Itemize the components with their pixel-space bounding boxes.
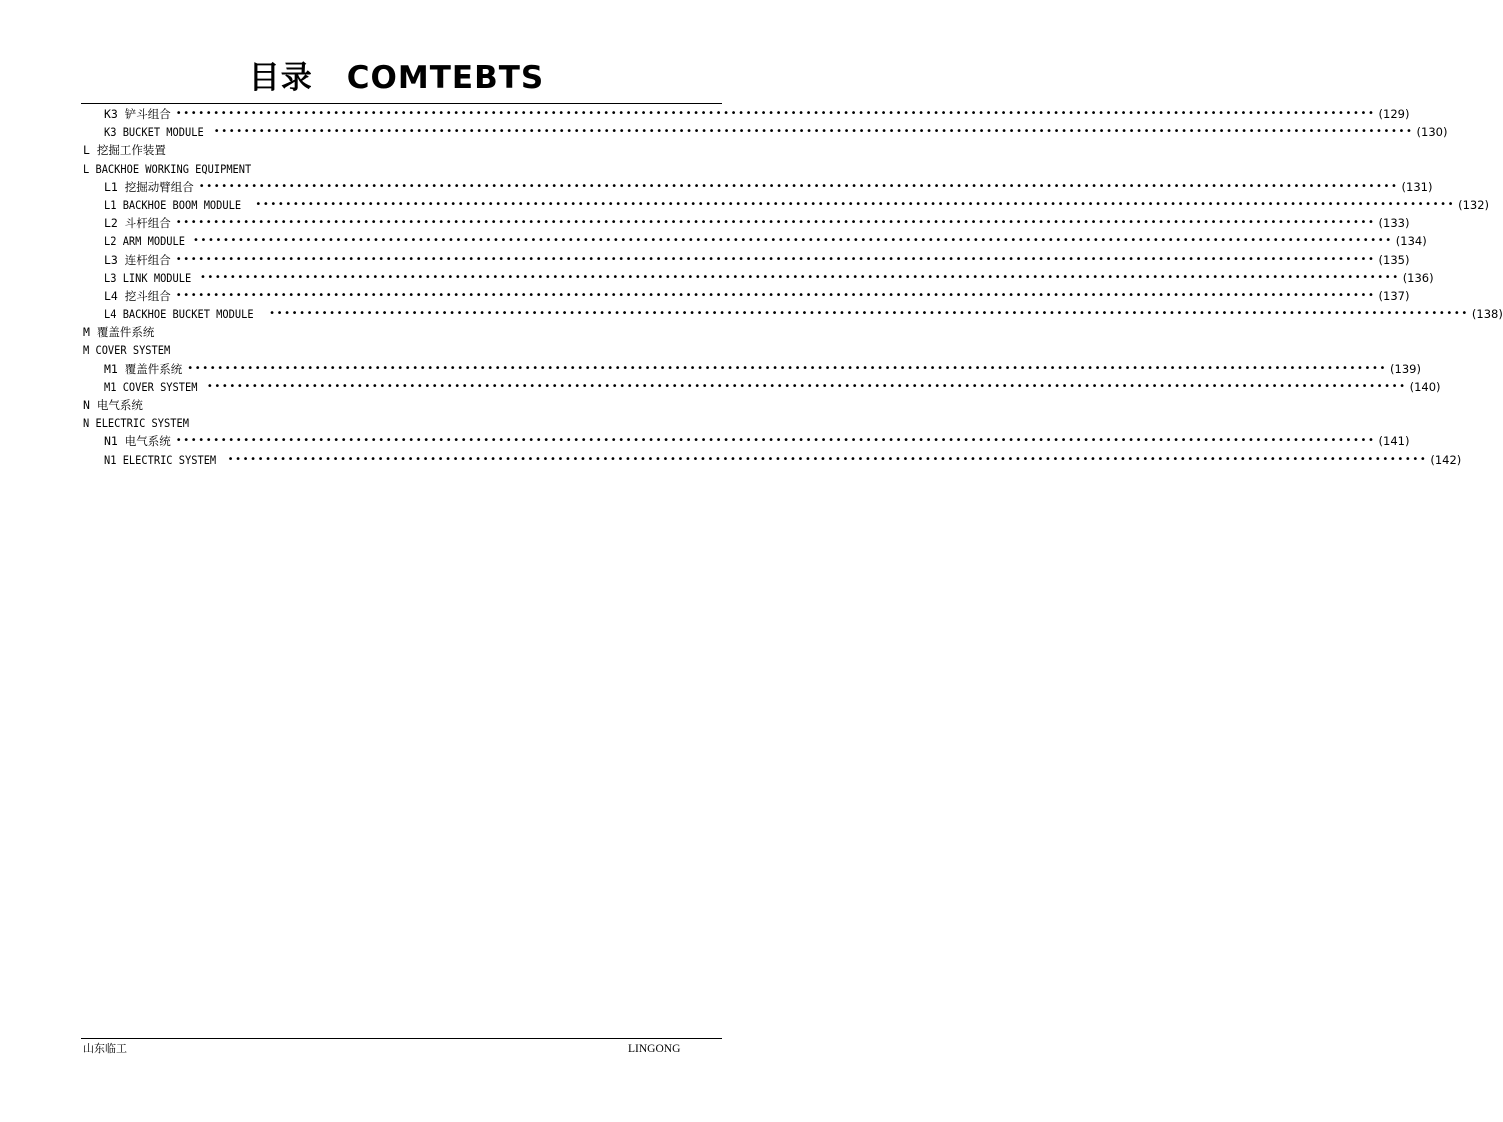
- toc-entry-title: M1 COVER SYSTEM: [104, 379, 198, 394]
- dot-leader: ••••••••••••••••••••••••••••••••••••••••••••••••••••••••••••••••••••••••••••••••••••••••••••••••••••••••••••••••••••••••••••••••••••••••••••••••••••••••••••••••: [198, 180, 1399, 192]
- page-title-chinese: 目录: [248, 60, 313, 96]
- toc-page-number: (137): [1378, 288, 1410, 303]
- toc-entry[interactable]: [81, 378, 1441, 396]
- toc-entry[interactable]: [81, 232, 1427, 250]
- toc-entry-title: L4 BACKHOE BUCKET MODULE: [104, 307, 254, 322]
- footer-company-name: 山东临工: [83, 1042, 127, 1055]
- toc-section-heading: [81, 396, 721, 414]
- toc-section-heading: [81, 160, 721, 178]
- footer-divider: [81, 1038, 722, 1039]
- toc-entry-title: L1 BACKHOE BOOM MODULE: [104, 197, 242, 212]
- toc-entry[interactable]: [81, 451, 1462, 469]
- toc-section-heading: [81, 341, 721, 359]
- toc-entry[interactable]: [81, 178, 1433, 196]
- toc-entry-title: M1 覆盖件系统: [104, 361, 183, 376]
- toc-entry[interactable]: [81, 360, 1421, 378]
- dot-leader: ••••••••••••••••••••••••••••••••••••••••••••••••••••••••••••••••••••••••••••••••••••••••••••••••••••••••••••••••••••••••••••••••••••••••••••••••••••••••••••••••: [175, 289, 1376, 301]
- toc-page-number: (130): [1416, 125, 1448, 140]
- toc-entry-title: N1 电气系统: [104, 434, 171, 449]
- table-of-contents: [81, 105, 1503, 469]
- toc-entry-title: M COVER SYSTEM: [83, 343, 171, 358]
- page-title-english: COMTEBTS: [346, 60, 545, 96]
- footer-brand: LINGONG: [628, 1043, 681, 1055]
- toc-page-number: (141): [1378, 434, 1410, 449]
- toc-entry[interactable]: [81, 105, 1410, 123]
- toc-entry-title: M 覆盖件系统: [83, 325, 155, 340]
- header-divider: [81, 103, 722, 104]
- toc-entry[interactable]: [81, 123, 1448, 141]
- toc-entry[interactable]: [81, 214, 1410, 232]
- page-title: [0, 58, 793, 98]
- dot-leader: ••••••••••••••••••••••••••••••••••••••••••••••••••••••••••••••••••••••••••••••••••••••••••••••••••••••••••••••••••••••••••••••••••••••••••••••••••••••••••••••••: [227, 453, 1428, 465]
- toc-entry-title: L2 斗杆组合: [104, 216, 171, 231]
- toc-section-heading: [81, 323, 721, 341]
- toc-page-number: (135): [1378, 252, 1410, 267]
- toc-page-number: (142): [1430, 452, 1462, 467]
- toc-page-number: (131): [1401, 179, 1433, 194]
- dot-leader: ••••••••••••••••••••••••••••••••••••••••••••••••••••••••••••••••••••••••••••••••••••••••••••••••••••••••••••••••••••••••••••••••••••••••••••••••••••••••••••••••: [175, 108, 1376, 119]
- toc-page-number: (138): [1471, 307, 1503, 322]
- toc-entry-title: K3 铲斗组合: [104, 107, 171, 121]
- toc-entry-title: L4 挖斗组合: [104, 288, 171, 303]
- toc-entry[interactable]: [81, 305, 1503, 323]
- toc-page-number: (134): [1395, 234, 1427, 249]
- dot-leader: ••••••••••••••••••••••••••••••••••••••••••••••••••••••••••••••••••••••••••••••••••••••••••••••••••••••••••••••••••••••••••••••••••••••••••••••••••••••••••••••••: [187, 362, 1388, 374]
- toc-entry-title: L1 挖掘动臂组合: [104, 179, 194, 194]
- toc-entry[interactable]: [81, 432, 1410, 450]
- toc-entry[interactable]: [81, 251, 1410, 269]
- dot-leader: ••••••••••••••••••••••••••••••••••••••••••••••••••••••••••••••••••••••••••••••••••••••••••••••••••••••••••••••••••••••••••••••••••••••••••••••••••••••••••••••••: [213, 126, 1414, 138]
- toc-entry-title: L BACKHOE WORKING EQUIPMENT: [83, 161, 252, 176]
- dot-leader: ••••••••••••••••••••••••••••••••••••••••••••••••••••••••••••••••••••••••••••••••••••••••••••••••••••••••••••••••••••••••••••••••••••••••••••••••••••••••••••••••: [175, 435, 1376, 447]
- toc-entry[interactable]: [81, 269, 1434, 287]
- toc-page-number: (139): [1390, 361, 1421, 376]
- toc-page-number: (136): [1402, 270, 1434, 285]
- toc-page-number: (140): [1409, 379, 1441, 394]
- toc-entry-title: N ELECTRIC SYSTEM: [83, 416, 189, 431]
- toc-entry-title: L3 连杆组合: [104, 252, 171, 267]
- toc-entry[interactable]: [81, 196, 1490, 214]
- toc-entry-title: K3 BUCKET MODULE: [104, 125, 204, 140]
- toc-section-heading: [81, 141, 721, 159]
- toc-entry-title: N1 ELECTRIC SYSTEM: [104, 452, 217, 467]
- toc-page-number: (129): [1378, 107, 1410, 121]
- toc-entry-title: L 挖掘工作装置: [83, 143, 166, 158]
- toc-entry-title: N 电气系统: [83, 398, 143, 412]
- dot-leader: ••••••••••••••••••••••••••••••••••••••••••••••••••••••••••••••••••••••••••••••••••••••••••••••••••••••••••••••••••••••••••••••••••••••••••••••••••••••••••••••••: [193, 235, 1393, 247]
- toc-entry[interactable]: [81, 287, 1410, 305]
- dot-leader: ••••••••••••••••••••••••••••••••••••••••••••••••••••••••••••••••••••••••••••••••••••••••••••••••••••••••••••••••••••••••••••••••••••••••••••••••••••••••••••••••: [255, 198, 1456, 210]
- toc-entry-title: L2 ARM MODULE: [104, 234, 186, 249]
- toc-page-number: (133): [1378, 216, 1410, 231]
- toc-page-number: (132): [1458, 197, 1490, 212]
- dot-leader: ••••••••••••••••••••••••••••••••••••••••••••••••••••••••••••••••••••••••••••••••••••••••••••••••••••••••••••••••••••••••••••••••••••••••••••••••••••••••••••••••: [175, 217, 1376, 229]
- dot-leader: ••••••••••••••••••••••••••••••••••••••••••••••••••••••••••••••••••••••••••••••••••••••••••••••••••••••••••••••••••••••••••••••••••••••••••••••••••••••••••••••••: [199, 271, 1400, 283]
- dot-leader: ••••••••••••••••••••••••••••••••••••••••••••••••••••••••••••••••••••••••••••••••••••••••••••••••••••••••••••••••••••••••••••••••••••••••••••••••••••••••••••••••: [175, 253, 1376, 265]
- toc-entry-title: L3 LINK MODULE: [104, 270, 192, 285]
- dot-leader: ••••••••••••••••••••••••••••••••••••••••••••••••••••••••••••••••••••••••••••••••••••••••••••••••••••••••••••••••••••••••••••••••••••••••••••••••••••••••••••••••: [206, 380, 1407, 392]
- dot-leader: ••••••••••••••••••••••••••••••••••••••••••••••••••••••••••••••••••••••••••••••••••••••••••••••••••••••••••••••••••••••••••••••••••••••••••••••••••••••••••••••••: [269, 308, 1469, 320]
- toc-section-heading: [81, 414, 721, 432]
